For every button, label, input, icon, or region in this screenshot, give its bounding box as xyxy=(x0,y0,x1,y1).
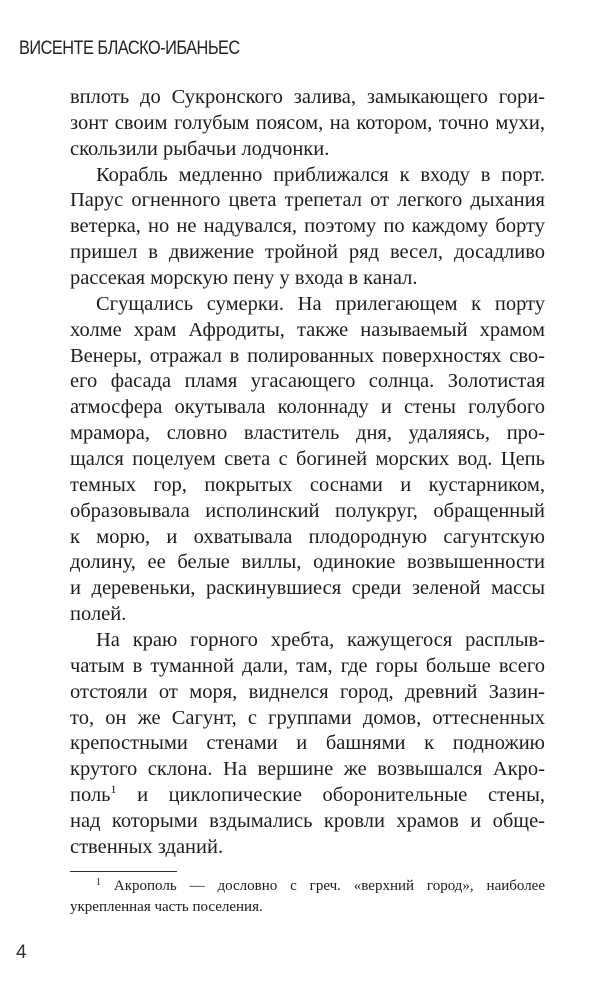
text-line: рассекая морскую пену у входа в канал. xyxy=(70,267,418,290)
footnote-line: укрепленная часть поселения. xyxy=(70,899,263,915)
footnote-marker: 1 xyxy=(96,877,101,888)
page-number: 4 xyxy=(16,942,27,963)
body-text xyxy=(70,85,545,861)
text-line: то, он же Сагунт, с группами домов, оттесненных xyxy=(70,706,545,729)
text-line xyxy=(70,783,545,809)
text-line: Сгущались сумерки. На прилегающем к порту xyxy=(96,292,545,315)
text-line: мрамора, словно властитель дня, удаляясь, про- xyxy=(70,422,545,445)
paragraph xyxy=(70,85,545,163)
text-line: атмосфера окутывала колоннаду и стены голубого xyxy=(70,396,545,419)
text-line: полей. xyxy=(70,603,127,626)
text-line: его фасада пламя угасающего солнца. Золотистая xyxy=(70,370,545,393)
text-line: и деревеньки, раскинувшиеся среди зеленой массы xyxy=(70,577,545,600)
footnote-line xyxy=(70,876,545,897)
text-line: отстояли от моря, виднелся город, древний Зазин- xyxy=(70,680,545,703)
text-line: Парус огненного цвета трепетал от легкого дыхания xyxy=(70,189,545,212)
footnote xyxy=(70,876,545,918)
text-line: пришел в движение тройной ряд весел, досадливо xyxy=(70,241,545,264)
text-line: вплоть до Сукронского залива, замыкающего гори- xyxy=(70,86,545,108)
text-line: долину, ее белые виллы, одинокие возвышенности xyxy=(70,551,545,574)
text-line: чатым в туманной дали, там, где горы больше всего xyxy=(70,654,545,677)
text-line: крепостными стенами и башнями к подножию xyxy=(70,732,545,755)
text-line: зонт своим голубым поясом, на котором, точно мухи, xyxy=(70,111,545,134)
footnote-text: Акрополь — дословно с греч. «верхний город», наиболее xyxy=(101,878,545,894)
text-line: ветерка, но не надувался, поэтому по каждому борту xyxy=(70,215,545,238)
running-header: ВИСЕНТЕ БЛАСКО-ИБАНЬЕС xyxy=(19,38,240,59)
text-fragment: поль xyxy=(70,784,111,807)
text-line: к морю, и охватывала плодородную сагунтскую xyxy=(70,525,545,548)
text-line: ственных зданий. xyxy=(70,835,224,858)
footnote-divider xyxy=(70,871,177,872)
text-line: Корабль медленно приближался к входу в порт. xyxy=(96,163,545,186)
text-line: над которыми вздымались кровли храмов и обще- xyxy=(70,810,545,833)
paragraph xyxy=(70,292,545,628)
text-line: темных гор, покрытых соснами и кустарником, xyxy=(70,473,545,496)
text-line: Венеры, отражал в полированных поверхностях сво- xyxy=(70,344,545,367)
text-line: образовывала исполинский полукруг, обращенный xyxy=(70,499,545,522)
text-line: крутого склона. На вершине же возвышался Акро- xyxy=(70,758,545,781)
text-line: На краю горного хребта, кажущегося расплыв- xyxy=(96,629,545,652)
paragraph xyxy=(70,628,545,861)
paragraph xyxy=(70,163,545,292)
footnote-ref: 1 xyxy=(110,782,117,797)
text-line: холме храм Афродиты, также называемый храмом xyxy=(70,318,545,341)
text-line: щался поцелуем света с богиней морских вод. Цепь xyxy=(70,448,545,471)
text-fragment: и циклопические оборонительные стены, xyxy=(116,784,545,807)
text-line: скользили рыбачьи лодчонки. xyxy=(70,137,330,160)
